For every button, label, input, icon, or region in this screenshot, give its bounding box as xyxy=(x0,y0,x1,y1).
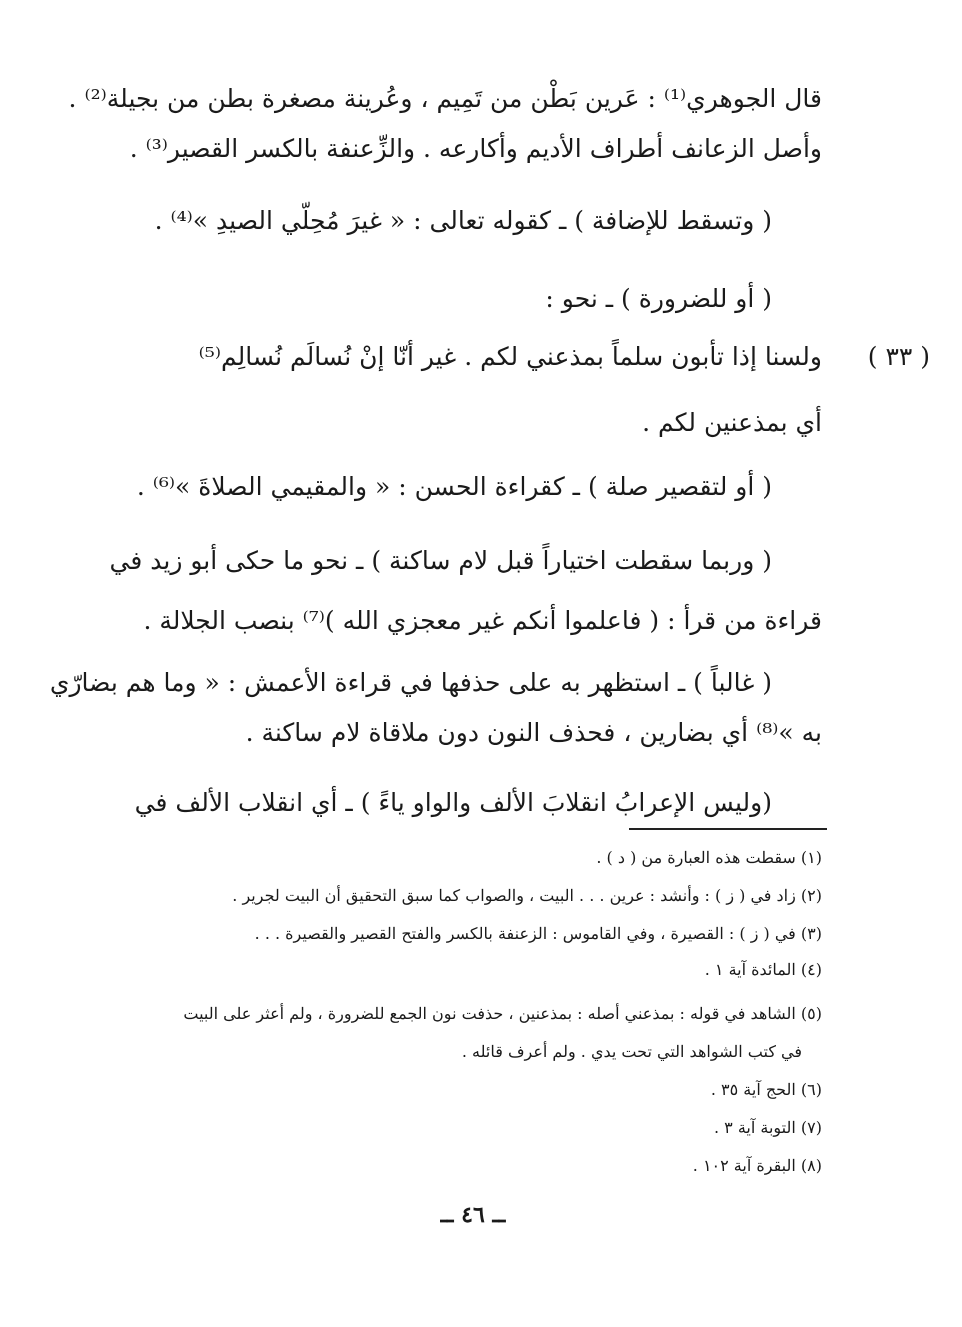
verse-number: ( ٣٣ ) xyxy=(867,342,930,371)
body-line-4: ( أو للضرورة ) ـ نحو : xyxy=(545,284,772,313)
body-line-3: ( وتسقط للإضافة ) ـ كقوله تعالى : « غيرَ مُحِلّي الصيدِ »⁽⁴⁾ . xyxy=(154,206,772,235)
body-line-12: (وليس الإعرابُ انقلابَ الألف والواو ياءً ) ـ أي انقلاب الألف في xyxy=(134,788,772,817)
body-line-1: قال الجوهري⁽¹⁾ : عَرين بَطْن من تَمِيم ، وعُرينة مصغرة بطن من بجيلة⁽²⁾ . xyxy=(68,84,822,113)
footnote-1: (١) سقطت هذه العبارة من ( د ) . xyxy=(596,848,822,867)
footnote-5: (٥) الشاهد في قوله : بمذعني أصله : بمذعنين ، حذفت نون الجمع للضرورة ، ولم أعثر على البيت xyxy=(183,1004,822,1023)
footnote-4: (٤) المائدة آية ١ . xyxy=(704,960,822,979)
verse-line: ولسنا إذا تأبون سلماً بمذعني لكم . غير أنّا إنْ نُسالَم نُسالِم⁽⁵⁾ xyxy=(198,342,822,371)
body-line-9: قراءة من قرأ : ( فاعلموا أنكم غير معجزي الله )⁽⁷⁾ بنصب الجلالة . xyxy=(143,606,822,635)
footnote-6: (٦) الحج آية ٣٥ . xyxy=(710,1080,822,1099)
body-line-10: ( غالباً ) ـ استظهر به على حذفها في قراءة الأعمش : « وما هم بضارّي xyxy=(49,668,772,697)
page-number: ــ ٤٦ ــ xyxy=(440,1202,506,1228)
body-line-7: ( أو لتقصير صلة ) ـ كقراءة الحسن : « والمقيمي الصلاةَ »⁽⁶⁾ . xyxy=(136,472,772,501)
footnote-5-cont: في كتب الشواهد التي تحت يدي . ولم أعرف قائله . xyxy=(461,1042,802,1061)
body-line-6: أي بمذعنين لكم . xyxy=(642,408,822,437)
body-line-8: ( وربما سقطت اختياراً قبل لام ساكنة ) ـ نحو ما حكى أبو زيد في xyxy=(109,546,772,575)
footnote-8: (٨) البقرة آية ١٠٢ . xyxy=(692,1156,822,1175)
footnote-3: (٣) في ( ز ) : القصيرة ، وفي القاموس : الزعنفة بالكسر والفتح القصير والقصيرة . . . xyxy=(254,924,822,943)
footnote-2: (٢) زاد في ( ز ) : وأنشد : عرين . . . البيت ، والصواب كما سبق التحقيق أن البيت لجرير . xyxy=(232,886,822,905)
footnote-separator xyxy=(629,828,827,830)
footnote-7: (٧) التوبة آية ٣ . xyxy=(713,1118,822,1137)
body-line-11: به »⁽⁸⁾ أي بضارين ، فحذف النون دون ملاقاة لام ساكنة . xyxy=(245,718,822,747)
body-line-2: وأصل الزعانف أطراف الأديم وأكارعه . والزِّعنفة بالكسر القصير⁽³⁾ . xyxy=(129,134,822,163)
